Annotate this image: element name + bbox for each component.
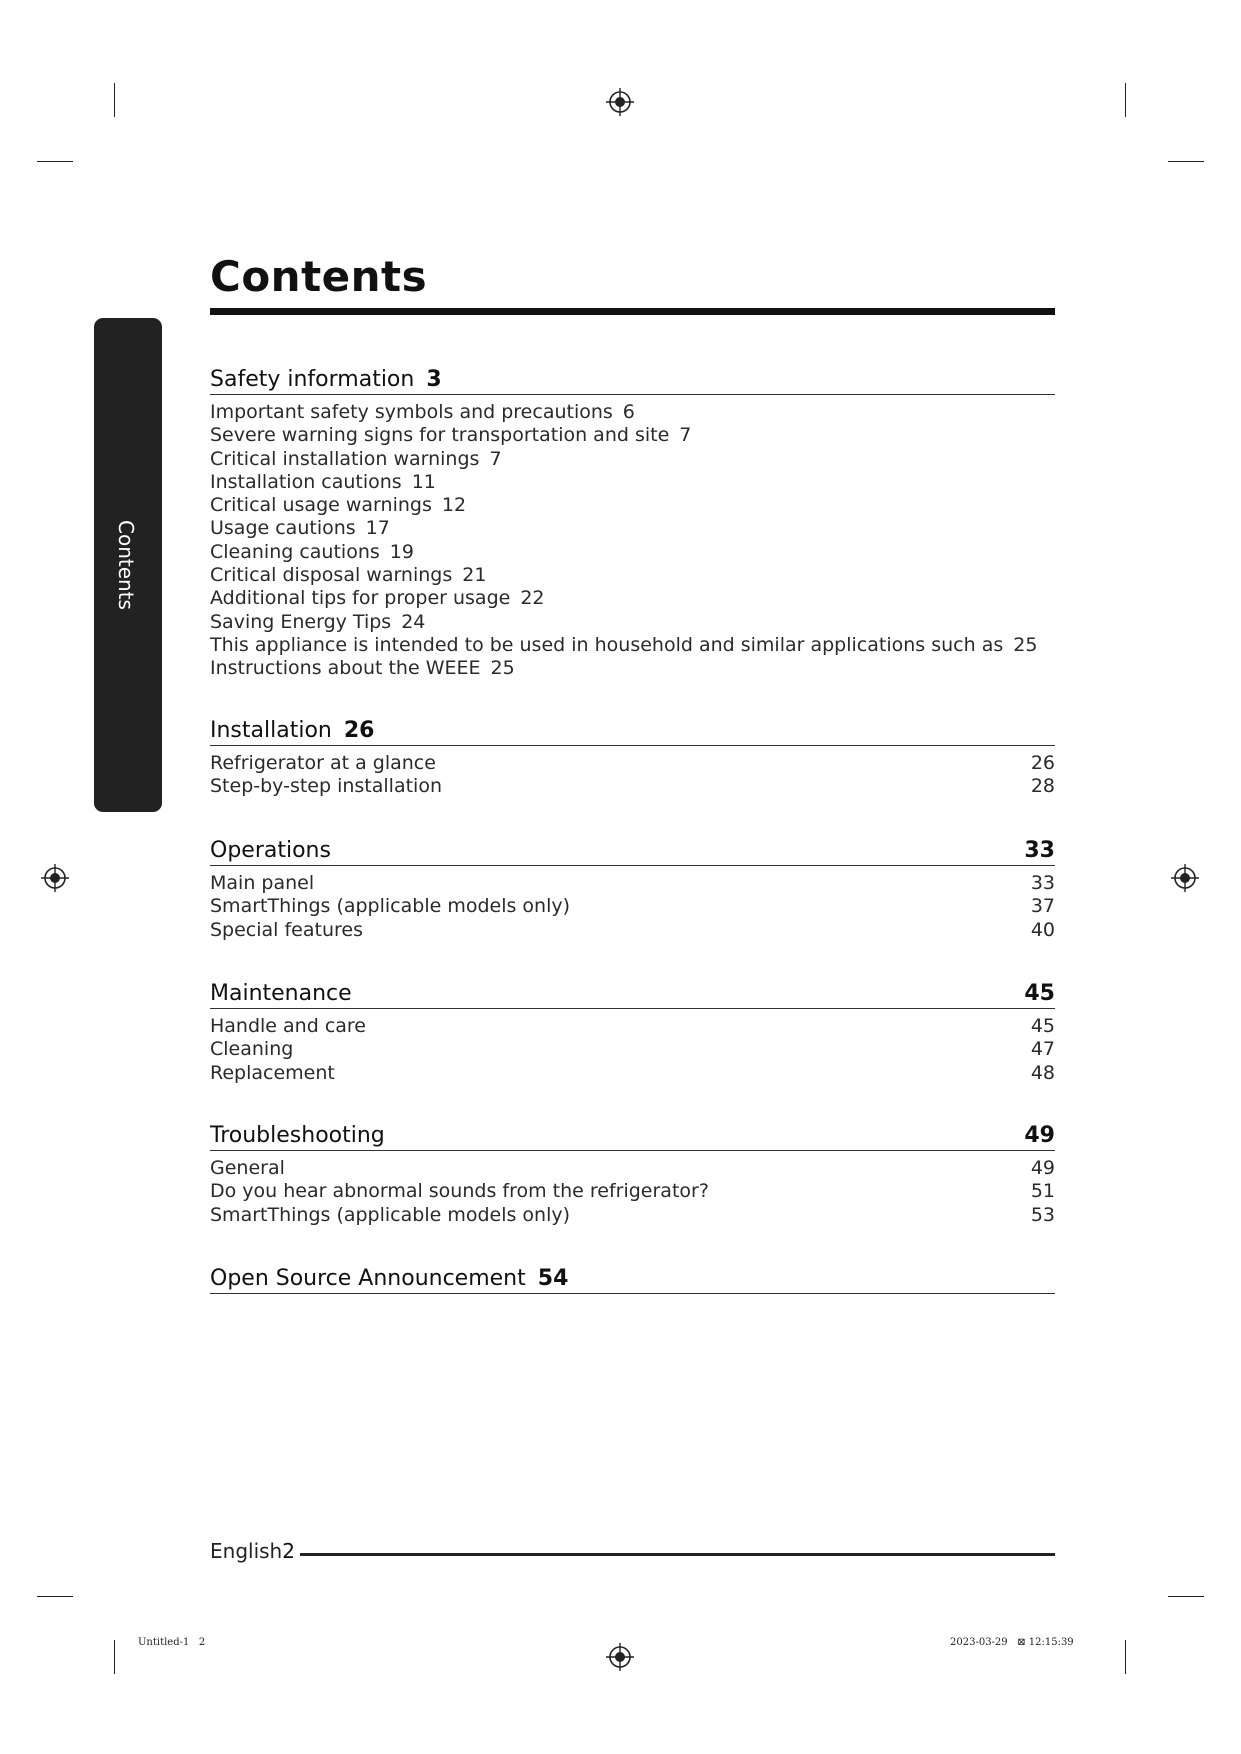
entry-label: Critical usage warnings	[210, 494, 432, 517]
crop-mark-top-right	[1125, 83, 1126, 117]
registration-mark-icon	[41, 864, 69, 892]
toc-section-troubleshooting	[210, 1116, 1055, 1227]
entry-label: Special features	[210, 918, 363, 941]
toc-entry[interactable]	[210, 1062, 1055, 1085]
entry-label: Instructions about the WEEE	[210, 657, 481, 680]
side-tab	[94, 318, 162, 812]
entry-page: 45	[1030, 1015, 1055, 1037]
toc-entry[interactable]	[210, 471, 1055, 494]
toc-section-operations	[210, 831, 1055, 942]
section-title: Maintenance	[210, 981, 352, 1006]
footer-rule	[300, 1553, 1055, 1556]
entry-label: Usage cautions	[210, 517, 356, 540]
entry-label: Installation cautions	[210, 470, 402, 493]
toc-entry[interactable]	[210, 448, 1055, 471]
entry-page: 25	[490, 657, 515, 680]
entry-page: 6	[622, 401, 635, 423]
entry-page: 7	[489, 447, 502, 470]
toc-section-installation	[210, 711, 1055, 799]
crop-mark-top-left	[114, 83, 115, 117]
entry-label: Critical installation warnings	[210, 447, 480, 470]
crop-mark-bottom-right	[1125, 1640, 1126, 1674]
section-page: 26	[343, 718, 375, 743]
entry-label: Main panel	[210, 872, 315, 894]
entry-label: Replacement	[210, 1061, 335, 1084]
section-title: Safety information	[210, 367, 415, 392]
entry-label: Critical disposal warnings	[210, 564, 453, 587]
page-title: Contents	[210, 252, 428, 301]
crop-mark-left-lower	[37, 1596, 73, 1597]
toc-entry[interactable]	[210, 424, 1055, 447]
entry-label: SmartThings (applicable models only)	[210, 895, 571, 918]
toc-entry[interactable]	[210, 541, 1055, 564]
entry-label: Cleaning	[210, 1038, 294, 1061]
entry-label: Additional tips for proper usage	[210, 587, 511, 610]
entry-label: Severe warning signs for transportation and site	[210, 424, 670, 447]
toc-section-open-source	[210, 1259, 1055, 1294]
toc-entry[interactable]	[210, 752, 1055, 775]
toc-entry[interactable]	[210, 919, 1055, 942]
entry-label: Do you hear abnormal sounds from the refrigerator?	[210, 1180, 709, 1203]
section-heading[interactable]	[210, 1116, 1055, 1151]
entry-page: 26	[1030, 752, 1055, 774]
section-page: 54	[537, 1266, 569, 1291]
registration-mark-icon	[606, 1643, 634, 1671]
entry-page: 37	[1030, 895, 1055, 918]
entry-page: 7	[679, 424, 692, 447]
section-heading[interactable]	[210, 1259, 1055, 1294]
entry-page: 48	[1030, 1061, 1055, 1084]
section-heading[interactable]	[210, 711, 1055, 746]
toc-entry[interactable]	[210, 401, 1055, 424]
entry-page: 49	[1030, 1157, 1055, 1179]
section-heading[interactable]	[210, 831, 1055, 866]
section-page: 49	[1024, 1123, 1055, 1148]
entry-page: 24	[401, 610, 426, 633]
toc-entry[interactable]	[210, 634, 1055, 657]
entry-page: 51	[1030, 1180, 1055, 1203]
registration-mark-icon	[606, 88, 634, 116]
entry-page: 11	[411, 470, 436, 493]
entry-label: Cleaning cautions	[210, 540, 380, 563]
entry-page: 25	[1013, 633, 1038, 656]
section-heading[interactable]	[210, 360, 1055, 395]
registration-mark-icon	[1171, 864, 1199, 892]
entry-label: SmartThings (applicable models only)	[210, 1203, 571, 1226]
crop-mark-left-upper	[37, 161, 73, 162]
entry-page: 53	[1030, 1203, 1055, 1226]
section-heading[interactable]	[210, 974, 1055, 1009]
title-rule	[210, 308, 1055, 315]
toc-entry[interactable]	[210, 775, 1055, 798]
section-title: Troubleshooting	[210, 1123, 385, 1148]
entry-page: 33	[1030, 872, 1055, 894]
entry-page: 19	[389, 540, 414, 563]
entry-label: Step-by-step installation	[210, 775, 442, 798]
toc-entry[interactable]	[210, 1015, 1055, 1038]
print-slug-file: Untitled-1 2	[138, 1637, 206, 1648]
toc-entry[interactable]	[210, 872, 1055, 895]
toc-section-maintenance	[210, 974, 1055, 1085]
section-page: 3	[426, 367, 442, 392]
toc-section-safety	[210, 360, 1055, 681]
side-tab-label: Contents	[113, 520, 138, 610]
entry-label: Handle and care	[210, 1015, 366, 1037]
footer-language: English	[210, 1539, 283, 1563]
entry-label: Saving Energy Tips	[210, 610, 392, 633]
footer-page-number: 2	[282, 1539, 295, 1563]
entry-page: 21	[462, 564, 487, 587]
entry-page: 40	[1030, 918, 1055, 941]
crop-mark-bottom-left	[114, 1640, 115, 1674]
toc-entry[interactable]	[210, 1180, 1055, 1203]
toc-entry[interactable]	[210, 564, 1055, 587]
entry-label: This appliance is intended to be used in household and similar applications such as	[210, 633, 1004, 656]
page-footer	[210, 1539, 295, 1563]
entry-page: 17	[365, 517, 390, 540]
toc-entry[interactable]	[210, 895, 1055, 918]
toc-entry[interactable]	[210, 494, 1055, 517]
toc-entry[interactable]	[210, 1157, 1055, 1180]
toc-entry[interactable]	[210, 657, 1055, 680]
toc-entry[interactable]	[210, 1038, 1055, 1061]
entry-page: 12	[441, 494, 467, 517]
section-title: Open Source Announcement	[210, 1266, 526, 1291]
entry-label: General	[210, 1157, 285, 1179]
entry-label: Important safety symbols and precautions	[210, 401, 613, 423]
section-title: Operations	[210, 838, 331, 863]
section-page: 33	[1024, 838, 1055, 863]
crop-mark-right-lower	[1168, 1596, 1204, 1597]
crop-mark-right-upper	[1168, 161, 1204, 162]
section-title: Installation	[210, 718, 332, 743]
toc-entry[interactable]	[210, 587, 1055, 610]
entry-label: Refrigerator at a glance	[210, 752, 436, 774]
toc-entry[interactable]	[210, 517, 1055, 540]
entry-page: 22	[520, 587, 545, 610]
entry-page: 47	[1030, 1038, 1055, 1061]
print-slug-datetime: 2023-03-29 ⊠ 12:15:39	[950, 1637, 1074, 1648]
entry-page: 28	[1030, 775, 1055, 798]
toc-entry[interactable]	[210, 611, 1055, 634]
section-page: 45	[1024, 981, 1055, 1006]
toc-entry[interactable]	[210, 1204, 1055, 1227]
